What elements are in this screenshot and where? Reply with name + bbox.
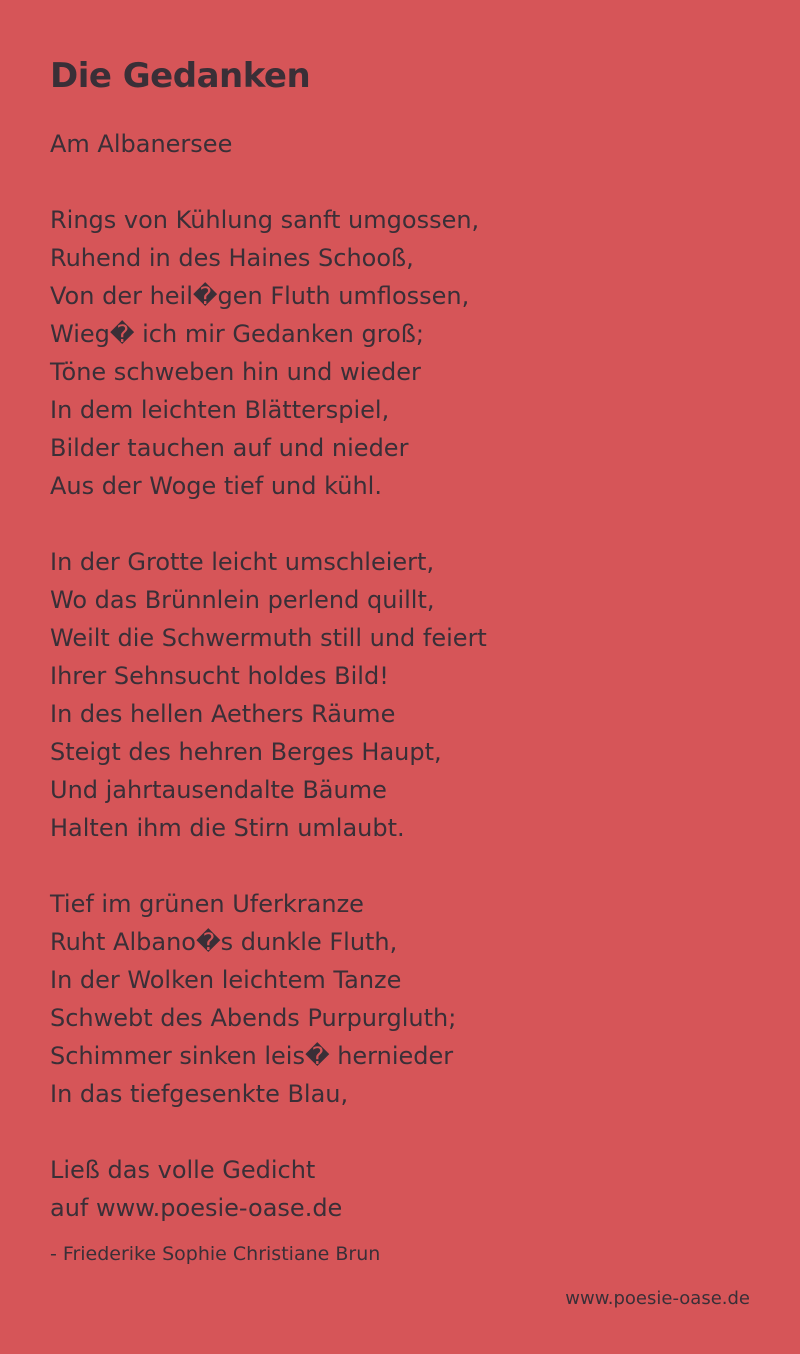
verse-line: auf www.poesie-oase.de	[50, 1194, 343, 1222]
verse-line: Töne schweben hin und wieder	[50, 358, 421, 386]
verse-line: Weilt die Schwermuth still und feiert	[50, 624, 487, 652]
verse-line: Und jahrtausendalte Bäume	[50, 776, 387, 804]
verse-line: In der Grotte leicht umschleiert,	[50, 548, 435, 576]
verse-line: Ruht Albano�s dunkle Fluth,	[50, 928, 398, 956]
verse-line: Rings von Kühlung sanft umgossen,	[50, 206, 480, 234]
verse-line: Bilder tauchen auf und nieder	[50, 434, 409, 462]
poem-author: - Friederike Sophie Christiane Brun	[50, 1243, 381, 1265]
website-watermark: www.poesie-oase.de	[565, 1288, 750, 1309]
verse-line: In der Wolken leichtem Tanze	[50, 966, 402, 994]
verse-line: Von der heil�gen Fluth umflossen,	[50, 282, 470, 310]
verse-line: Steigt des hehren Berges Haupt,	[50, 738, 442, 766]
stanza-2	[50, 543, 487, 847]
verse-line: Ruhend in des Haines Schooß,	[50, 244, 414, 272]
verse-line: Schimmer sinken leis� hernieder	[50, 1042, 454, 1070]
verse-line: Ihrer Sehnsucht holdes Bild!	[50, 662, 389, 690]
verse-line: Tief im grünen Uferkranze	[50, 890, 364, 918]
verse-line: Wieg� ich mir Gedanken groß;	[50, 320, 424, 348]
poem-title: Die Gedanken	[50, 56, 311, 96]
poem-page	[50, 0, 770, 1354]
stanza-4	[50, 1151, 342, 1227]
verse-line: In dem leichten Blätterspiel,	[50, 396, 390, 424]
verse-line: Halten ihm die Stirn umlaubt.	[50, 814, 405, 842]
poem-subtitle: Am Albanersee	[50, 130, 233, 158]
verse-line: Ließ das volle Gedicht	[50, 1156, 316, 1184]
verse-line: Aus der Woge tief und kühl.	[50, 472, 382, 500]
stanza-3	[50, 885, 456, 1113]
verse-line: In des hellen Aethers Räume	[50, 700, 396, 728]
verse-line: Wo das Brünnlein perlend quillt,	[50, 586, 435, 614]
verse-line: In das tiefgesenkte Blau,	[50, 1080, 349, 1108]
stanza-1	[50, 201, 479, 505]
verse-line: Schwebt des Abends Purpurgluth;	[50, 1004, 457, 1032]
